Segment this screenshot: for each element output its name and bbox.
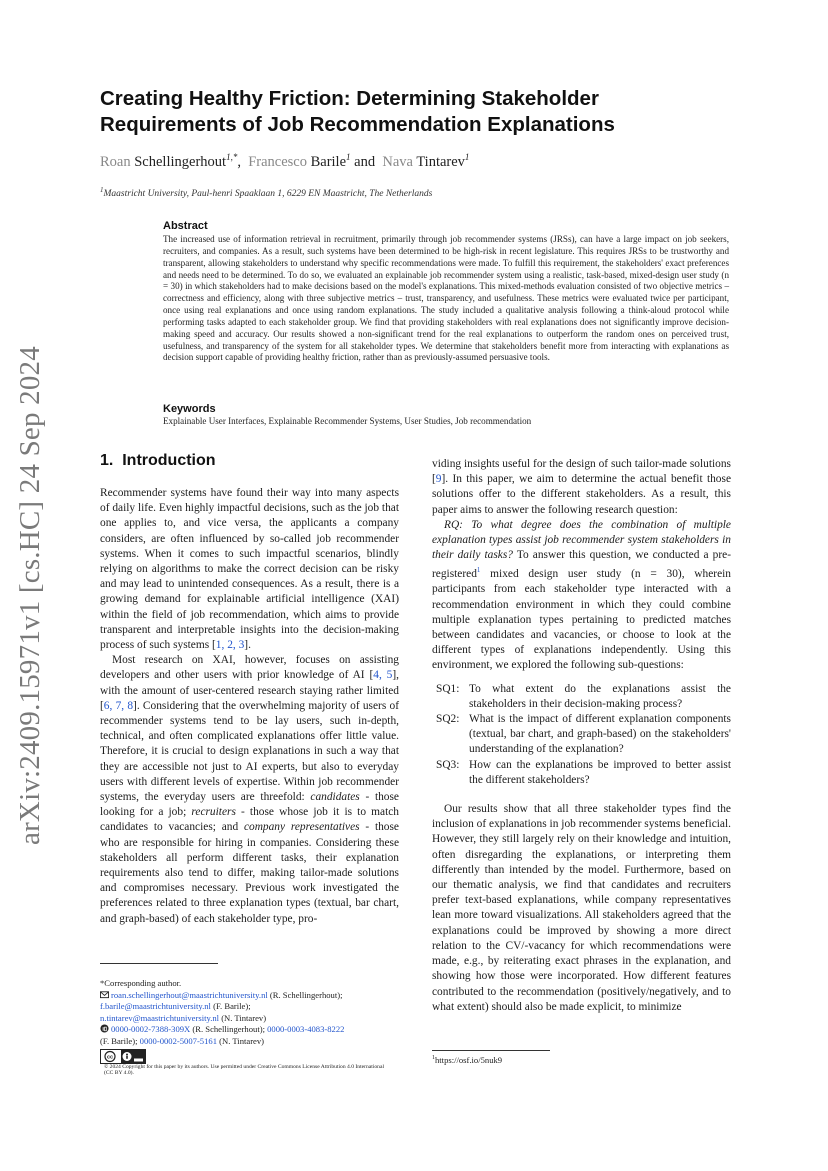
footnote-ref[interactable]: 1: [476, 566, 481, 575]
orcid-icon: [100, 1024, 109, 1033]
author-list: Roan Schellingerhout$^{1,*}$, Francesco Barile$^1$ and Nava Tintarev$^1$: [100, 152, 470, 170]
email-link[interactable]: f.barile@maastrichtuniversity.nl: [100, 1001, 211, 1012]
footnote-url-link[interactable]: https://osf.io/5nuk9: [435, 1055, 503, 1065]
footnote-divider: [432, 1050, 550, 1051]
sub-question: SQ3: How can the explanations be improved to better assist the different stakeholders?: [436, 758, 731, 786]
paper-title: Creating Healthy Friction: Determining Stakeholder Requirements of Job Recommendation Explanations: [100, 87, 615, 136]
citation-link[interactable]: 4, 5: [373, 669, 393, 682]
keywords-text: Explainable User Interfaces, Explainable Recommender Systems, User Studies, Job recommendation: [163, 416, 532, 426]
citation-link[interactable]: 1, 2, 3: [215, 639, 245, 652]
keywords-heading: Keywords: [163, 403, 216, 415]
sub-question: SQ2: What is the impact of different explanation components (textual, bar chart, and graph-based) on the stakeholders' understanding of the explanation?: [436, 713, 731, 756]
research-question: RQ: To what degree does the combination of multiple explanation types assist job recommender system stakeholders in their daily tasks? To answer this question, we conducted a pre-registered$^1$ mixed design user study (n = 30), wherein participants from each stakeholder type interacted with a recommendation environment in which they could combine multiple explanation types pertaining to predicted matches between candidates and vacancies, or choose to look at the different types of explanations independently. Using this environment, we explored the following sub-questions:: [432, 518, 731, 672]
paragraph: Recommender systems have found their way into many aspects of daily life. Even highly impactful decisions, such as the job that one applies to, and vice versa, the applicants a company considers, are often influenced by so-called job recommender systems. When it comes to such impactful scenarios, blindly relying on algorithms to make the correct decision can be risky and may lead to unintended consequences. As a result, there is a growing demand for explainable artificial intelligence (XAI) within the field of job recommendation, which aims to provide transparent and interpretable insights into the decision-making process of such systems [1, 2, 3].: [100, 487, 399, 652]
orcid-link[interactable]: 0000-0003-4083-8222: [267, 1024, 345, 1035]
arxiv-stamp: arXiv:2409.15971v1 [cs.HC] 24 Sep 2024: [14, 346, 46, 845]
email-link[interactable]: n.tintarev@maastrichtuniversity.nl: [100, 1012, 220, 1023]
citation-link[interactable]: 6, 7, 8: [103, 699, 134, 712]
orcid-link[interactable]: 0000-0002-5007-5161: [139, 1035, 217, 1046]
paragraph: Our results show that all three stakeholder types find the inclusion of explanations in job recommender systems beneficial. However, they still largely rely on their knowledge and intuition, often disregarding the explanations, or interpreting them differently than intended by the model. Furthermore, based on our thematic analysis, we find that candidates and recruiters prefer text-based explanations, while company representatives lean more toward visualizations. All stakeholders agreed that the explanations could be improved by showing a more direct relation to the CV/-vacancy for which recommendations were made, e.g., by reiterating exact phrases in the explanation, and showing how those were incorporated. How different features contributed to the recommendation (positively/negatively, and to what extent) should also be made explicit, to minimize: [432, 803, 731, 1013]
section-heading: 1. Introduction: [100, 452, 216, 469]
footnote-right: $^1$https://osf.io/5nuk9: [432, 1055, 503, 1065]
citation-link[interactable]: 9: [435, 473, 442, 486]
email-link[interactable]: roan.schellingerhout@maastrichtuniversity.nl: [111, 989, 268, 1000]
orcid-link[interactable]: 0000-0002-7388-309X: [111, 1024, 191, 1035]
paragraph: viding insights useful for the design of such tailor-made solutions [9]. In this paper, we aim to determine the actual benefit those solutions offer to the different stakeholders. As a result, this paper aims to answer the following research question:: [432, 458, 731, 516]
right-column: [432, 457, 731, 1015]
affiliation: $^1$Maastricht University, Paul-henri Spaaklaan 1, 6229 EN Maastricht, The Netherlands: [100, 186, 433, 200]
svg-text:cc: cc: [106, 1054, 114, 1061]
left-column: [100, 486, 399, 927]
license-text: © 2024 Copyright for this paper by its authors. Use permitted under Creative Commons License Attribution 4.0 International (CC BY 4.0).: [104, 1063, 385, 1077]
paragraph: Most research on XAI, however, focuses on assisting developers and other users with prior knowledge of AI [4, 5], with the amount of user-centered research staying rather limited [6, 7, 8]. Considering that the overwhelming majority of users of recommender systems tend to be lay users, such in-depth, technical, and often complicated explanations offer little value. Therefore, it is crucial to design explanations in such a way that they are accessible not just to AI experts, but also to everyday users with different levels of expertise. Within job recommender systems, the everyday users are threefold: candidates - those looking for a job; recruiters - those whose job it is to match candidates to vacancies; and company representatives - those who are responsible for hiring in companies. Considering these stakeholders all perform different tasks, their explanation requirements also tend to differ, making tailor-made solutions and compromises necessary. Previous work investigated the preferences related to three explanation types (textual, bar chart, and graph-based) of each stakeholder type, pro-: [100, 654, 399, 925]
email-icon: [100, 990, 109, 999]
footnotes-left: *Corresponding author. roan.schellingerhout@maastrichtuniversity.nl (R. Schellingerhout); f.barile@maastrichtuniversity.nl (F. Barile); n.tintarev@maastrichtuniversity.nl (N. Tintarev) 0000-0002-7388-309X (R. Schellingerhout); 0000-0003-4083-8222 (F. Barile); 0000-0002-5007-5161 (N. Tintarev) cc © 2024 Copyright for this paper by its authors. Use permitted under Creative Commons License Attribution 4.0 International (CC BY 4.0).: [100, 978, 405, 1077]
sub-question: SQ1: To what extent do the explanations assist the stakeholders in their decision-making process?: [436, 682, 731, 710]
abstract-text: The increased use of information retrieval in recruitment, primarily through job recommender systems (JRSs), can have a large impact on job seekers, recruiters, and companies. As a result, such systems have been determined to be high-risk in recent legislature. This requires JRSs to be trustworthy and transparent, allowing stakeholders to understand why specific recommendations were made. To fulfill this requirement, the stakeholders' exact preferences and needs need to be determined. To do so, we evaluated an explainable job recommender system using a realistic, task-based, mixed-design user study (n = 30) in which stakeholders had to make decisions based on the model's explanations. This mixed-methods evaluation consisted of two objective metrics – correctness and efficiency, along with three subjective metrics – trust, transparency, and usefulness. These metrics were evaluated twice per participant, once using real explanations and once using random explanations. The study included a qualitative analysis following a think-aloud protocol while performing tasks adapted to each stakeholder group. We find that providing stakeholders with real explanations does not significantly improve decision-making speed and accuracy. Our results showed a non-significant trend for the real explanations to outperform the random ones on perceived trust, usefulness, and transparency of the system for all stakeholder types. We determine that stakeholders benefit more from interacting with explanations as decision support capable of providing healthy friction, rather than as previously-assumed persuasive tools.: [163, 234, 729, 363]
footnote-divider: [100, 963, 218, 964]
cc-by-badge: [100, 1049, 146, 1064]
abstract-heading: Abstract: [163, 220, 208, 232]
